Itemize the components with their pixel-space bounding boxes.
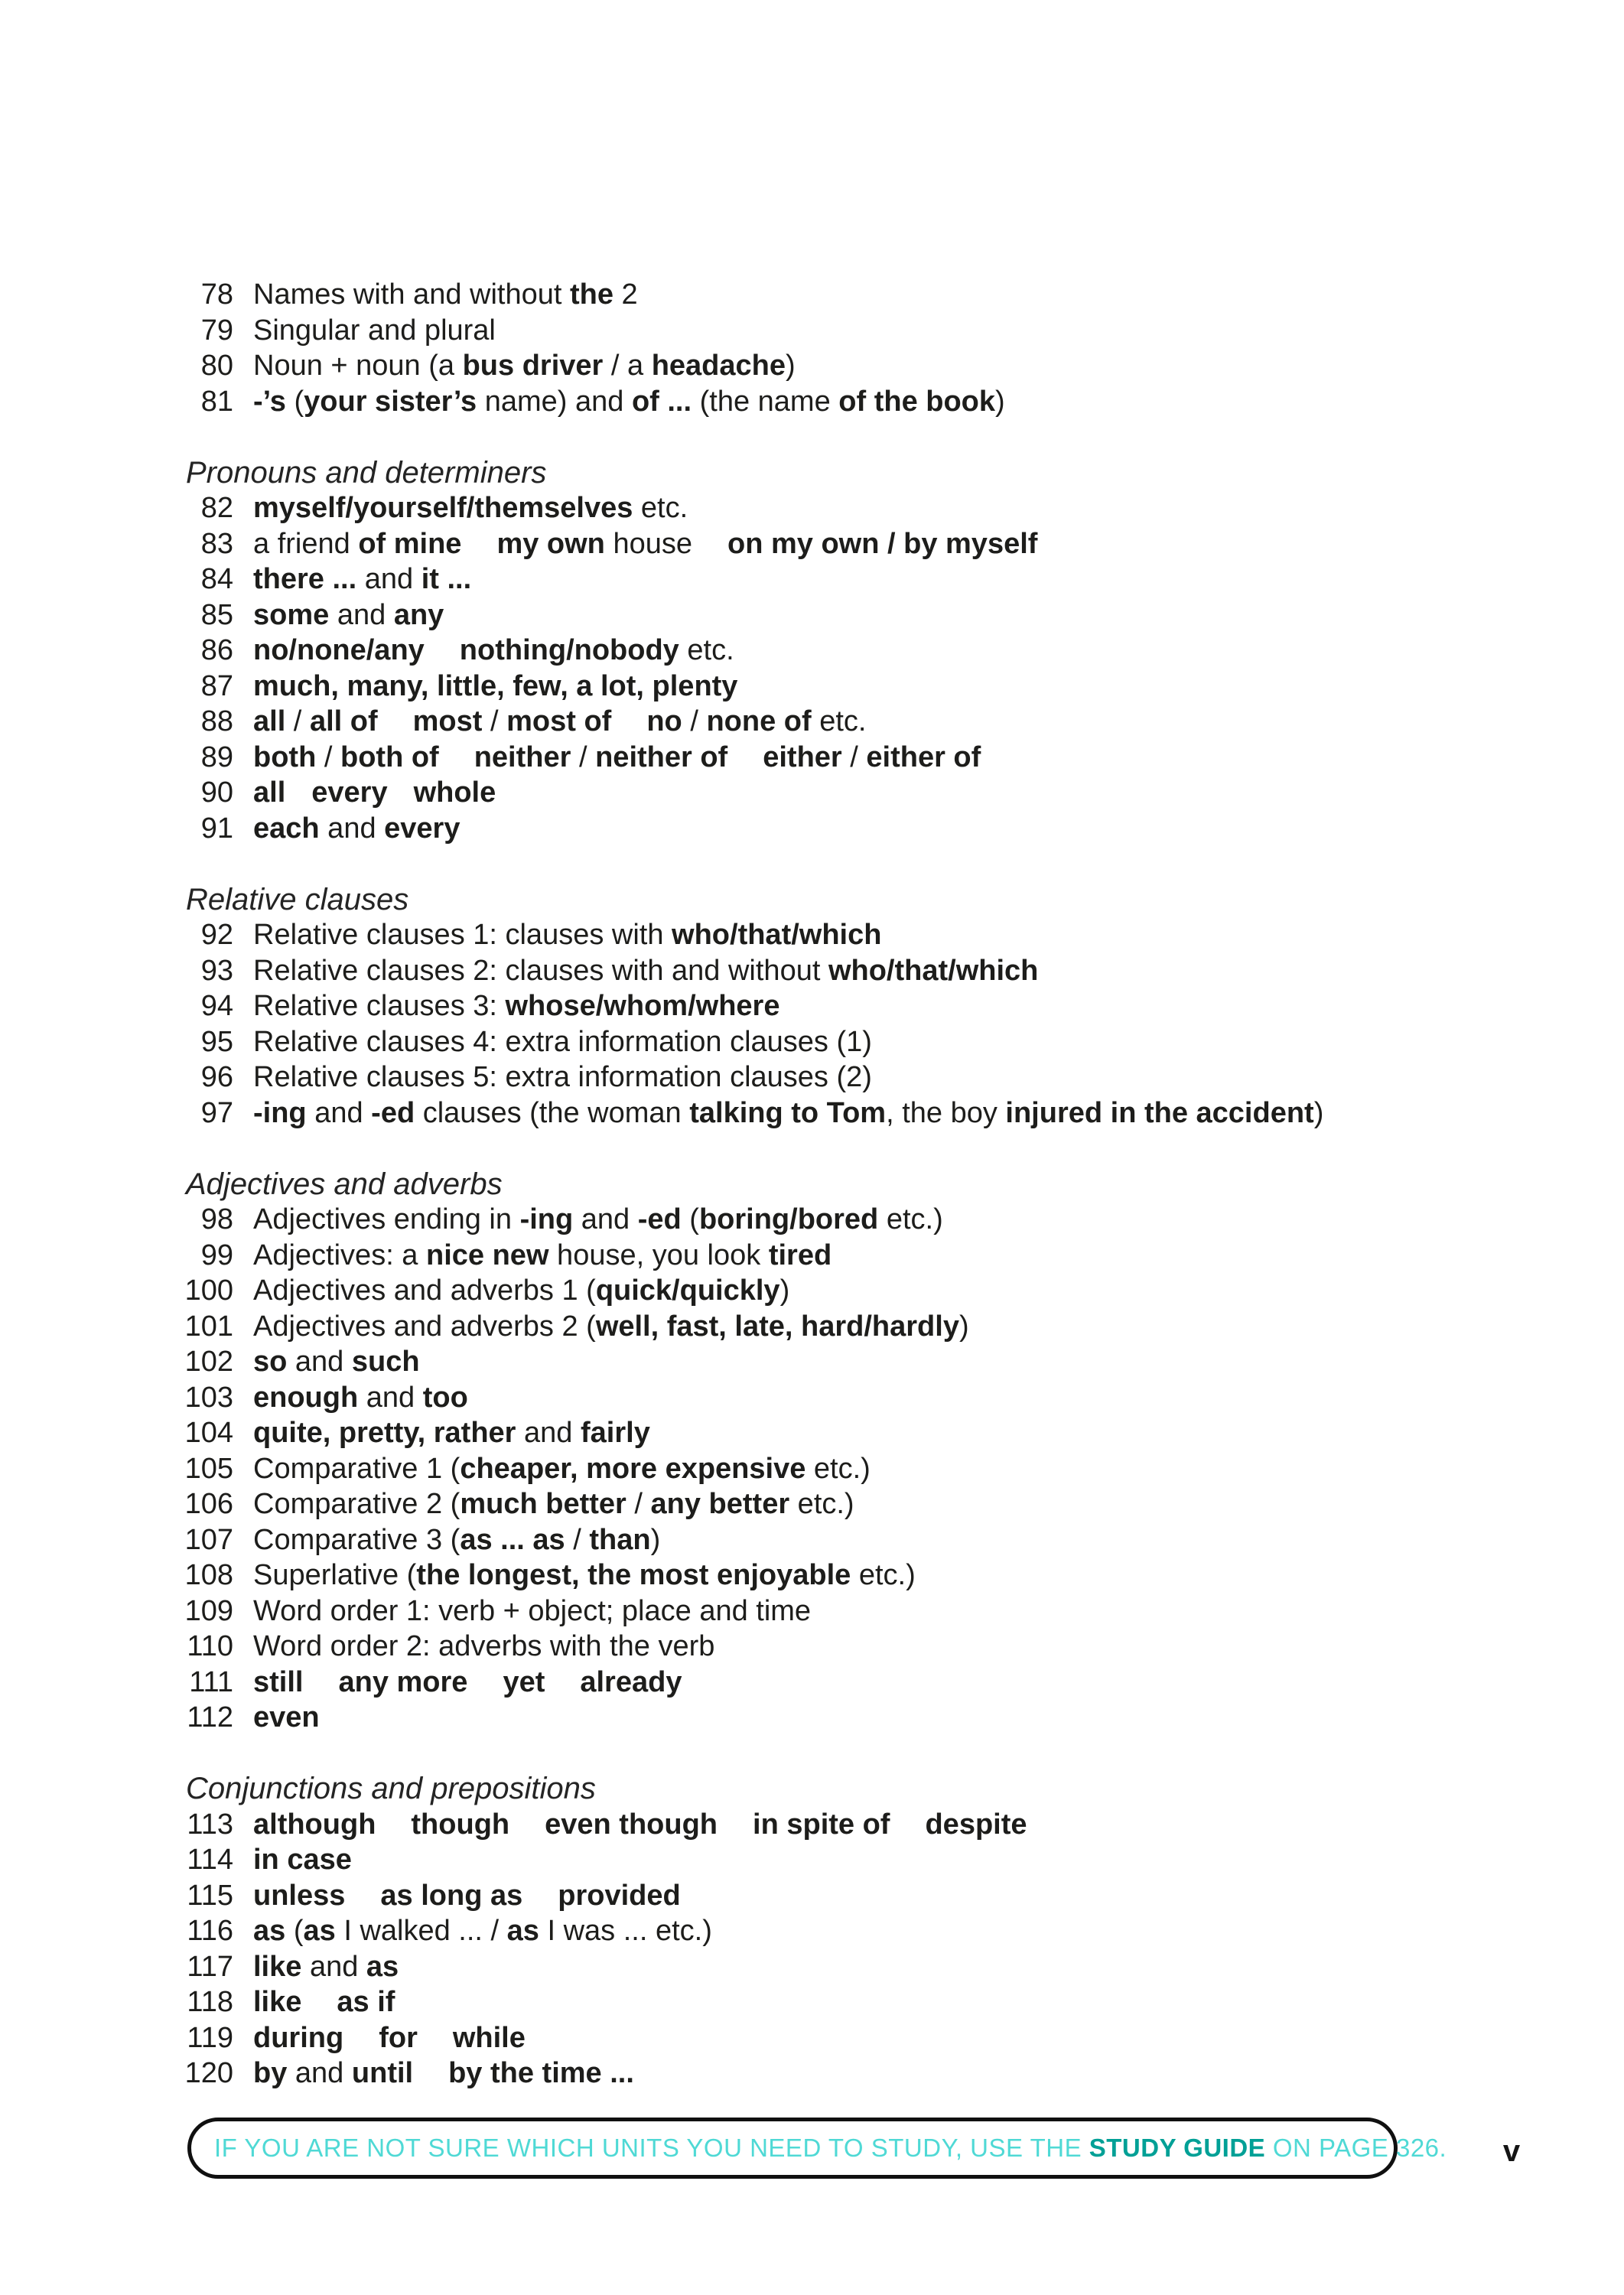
unit-title: a friend of mine my own house on my own / by myself <box>253 527 1038 560</box>
toc-item <box>0 1842 1323 1878</box>
unit-title: -ing and -ed clauses (the woman talking to Tom, the boy injured in the accident) <box>253 1096 1324 1129</box>
toc <box>0 277 1323 2092</box>
toc-item <box>0 1913 1323 1949</box>
unit-number: 100 <box>184 1274 233 1307</box>
toc-item <box>0 775 1323 811</box>
unit-title: Relative clauses 4: extra information clauses (1) <box>253 1025 872 1058</box>
toc-item <box>0 669 1323 705</box>
section-heading: Conjunctions and prepositions <box>186 1772 596 1805</box>
toc-item <box>0 1238 1323 1274</box>
toc-item <box>0 1344 1323 1380</box>
toc-item <box>0 1024 1323 1060</box>
unit-number: 117 <box>187 1950 233 1983</box>
toc-item <box>0 277 1323 313</box>
unit-title: all / all of most / most of no / none of etc. <box>253 705 867 737</box>
toc-item <box>0 2020 1323 2056</box>
toc-item <box>0 740 1323 776</box>
toc-item <box>0 1380 1323 1416</box>
study-guide-note <box>187 2118 1447 2179</box>
unit-title: Word order 1: verb + object; place and time <box>253 1594 812 1627</box>
unit-number: 102 <box>184 1346 233 1378</box>
toc-item <box>0 1949 1323 1985</box>
unit-title: Adjectives ending in -ing and -ed (boring/bored etc.) <box>253 1203 943 1235</box>
unit-number: 115 <box>187 1879 233 1912</box>
unit-title: each and every <box>253 812 461 845</box>
unit-number: 87 <box>200 669 233 702</box>
unit-title: like as if <box>253 1986 395 2018</box>
toc-item <box>0 526 1323 562</box>
toc-item <box>0 1665 1323 1701</box>
toc-item <box>0 1486 1323 1522</box>
toc-item <box>0 953 1323 989</box>
unit-number: 119 <box>187 2021 233 2054</box>
unit-title: Comparative 2 (much better / any better etc.) <box>253 1488 854 1520</box>
unit-title: myself/yourself/themselves etc. <box>253 492 688 524</box>
unit-number: 111 <box>189 1665 233 1698</box>
unit-number: 103 <box>184 1381 233 1414</box>
unit-number: 112 <box>187 1701 233 1733</box>
unit-number: 114 <box>187 1844 233 1876</box>
unit-title: Relative clauses 3: whose/whom/where <box>253 990 780 1022</box>
unit-title: even <box>253 1701 320 1733</box>
toc-item <box>0 1878 1323 1914</box>
toc-item <box>0 597 1323 633</box>
unit-title: Comparative 3 (as ... as / than) <box>253 1523 661 1556</box>
toc-item <box>0 313 1323 349</box>
toc-item <box>0 1202 1323 1238</box>
unit-number: 106 <box>184 1488 233 1520</box>
unit-title: both / both of neither / neither of either / either of <box>253 741 981 773</box>
unit-title: some and any <box>253 598 444 631</box>
unit-number: 116 <box>187 1915 233 1947</box>
unit-number: 97 <box>200 1096 233 1129</box>
unit-title: although though even though in spite of despite <box>253 1808 1027 1841</box>
unit-number: 105 <box>184 1452 233 1485</box>
unit-number: 104 <box>184 1417 233 1449</box>
unit-number: 101 <box>184 1310 233 1343</box>
unit-title: Relative clauses 5: extra information clauses (2) <box>253 1061 872 1093</box>
toc-item <box>0 1309 1323 1345</box>
toc-item <box>0 348 1323 384</box>
toc-item <box>0 1984 1323 2020</box>
unit-title: Adjectives: a nice new house, you look tired <box>253 1239 832 1271</box>
toc-item <box>0 1451 1323 1487</box>
unit-title: by and until by the time ... <box>253 2057 634 2089</box>
unit-number: 113 <box>187 1808 233 1841</box>
page-number: v <box>1502 2134 1521 2168</box>
note-text-after: ON PAGE 326. <box>1265 2134 1447 2162</box>
unit-title: Relative clauses 1: clauses with who/that/which <box>253 919 882 951</box>
toc-item <box>0 633 1323 669</box>
unit-title: Names with and without the 2 <box>253 278 638 311</box>
toc-item <box>0 1807 1323 1843</box>
unit-title: still any more yet already <box>253 1665 682 1698</box>
note-text-before: IF YOU ARE NOT SURE WHICH UNITS YOU NEED TO STUDY, USE THE <box>214 2134 1089 2162</box>
toc-item <box>0 1558 1323 1593</box>
unit-number: 88 <box>200 705 233 737</box>
unit-title: like and as <box>253 1950 399 1983</box>
unit-number: 78 <box>200 278 233 311</box>
unit-number: 90 <box>200 776 233 809</box>
unit-number: 81 <box>200 385 233 418</box>
unit-number: 94 <box>200 990 233 1022</box>
unit-number: 108 <box>184 1559 233 1591</box>
unit-number: 118 <box>187 1986 233 2018</box>
toc-item <box>0 490 1323 526</box>
study-guide-label: STUDY GUIDE <box>1089 2134 1266 2162</box>
unit-number: 92 <box>200 919 233 951</box>
unit-number: 93 <box>200 954 233 987</box>
toc-item <box>0 2056 1323 2092</box>
toc-item <box>0 811 1323 847</box>
toc-item <box>0 1700 1323 1736</box>
unit-title: Comparative 1 (cheaper, more expensive etc.) <box>253 1452 871 1485</box>
section-heading: Relative clauses <box>186 882 409 916</box>
unit-title: -’s (your sister’s name) and of ... (the name of the book) <box>253 385 1005 418</box>
unit-number: 86 <box>200 634 233 666</box>
unit-number: 99 <box>200 1239 233 1271</box>
unit-number: 91 <box>200 812 233 845</box>
unit-title: as (as I walked ... / as I was ... etc.) <box>253 1915 712 1947</box>
unit-title: Noun + noun (a bus driver / a headache) <box>253 350 796 382</box>
unit-title: during for while <box>253 2021 526 2054</box>
toc-item <box>0 1629 1323 1665</box>
unit-number: 89 <box>200 741 233 773</box>
unit-title: in case <box>253 1844 352 1876</box>
unit-title: Superlative (the longest, the most enjoyable etc.) <box>253 1559 916 1591</box>
unit-title: Word order 2: adverbs with the verb <box>253 1630 715 1662</box>
unit-number: 80 <box>200 350 233 382</box>
unit-title: enough and too <box>253 1381 468 1414</box>
section-heading: Pronouns and determiners <box>186 455 547 490</box>
unit-number: 83 <box>200 527 233 560</box>
toc-item <box>0 704 1323 740</box>
unit-number: 96 <box>200 1061 233 1093</box>
toc-item <box>0 917 1323 953</box>
unit-number: 82 <box>200 492 233 524</box>
unit-title: there ... and it ... <box>253 563 472 595</box>
toc-item <box>0 1522 1323 1558</box>
unit-number: 84 <box>200 563 233 595</box>
toc-item <box>0 1273 1323 1309</box>
unit-number: 85 <box>200 598 233 631</box>
unit-title: quite, pretty, rather and fairly <box>253 1417 650 1449</box>
unit-number: 110 <box>187 1630 233 1662</box>
unit-title: so and such <box>253 1346 420 1378</box>
unit-title: Relative clauses 2: clauses with and without who/that/which <box>253 954 1039 987</box>
unit-title: Adjectives and adverbs 1 (quick/quickly) <box>253 1274 790 1307</box>
unit-number: 95 <box>200 1025 233 1058</box>
toc-item <box>0 1060 1323 1095</box>
unit-title: no/none/any nothing/nobody etc. <box>253 634 734 666</box>
unit-number: 98 <box>200 1203 233 1235</box>
toc-item <box>0 988 1323 1024</box>
toc-item <box>0 562 1323 597</box>
toc-item <box>0 1415 1323 1451</box>
unit-number: 120 <box>184 2057 233 2089</box>
unit-title: much, many, little, few, a lot, plenty <box>253 669 738 702</box>
toc-item <box>0 1095 1323 1131</box>
section-heading: Adjectives and adverbs <box>186 1167 503 1201</box>
unit-number: 79 <box>200 314 233 347</box>
unit-number: 109 <box>184 1594 233 1627</box>
unit-title: Singular and plural <box>253 314 496 347</box>
unit-title: all every whole <box>253 776 496 809</box>
unit-number: 107 <box>184 1523 233 1556</box>
toc-item <box>0 384 1323 420</box>
toc-item <box>0 1593 1323 1629</box>
unit-title: unless as long as provided <box>253 1879 681 1912</box>
unit-title: Adjectives and adverbs 2 (well, fast, late, hard/hardly) <box>253 1310 969 1343</box>
